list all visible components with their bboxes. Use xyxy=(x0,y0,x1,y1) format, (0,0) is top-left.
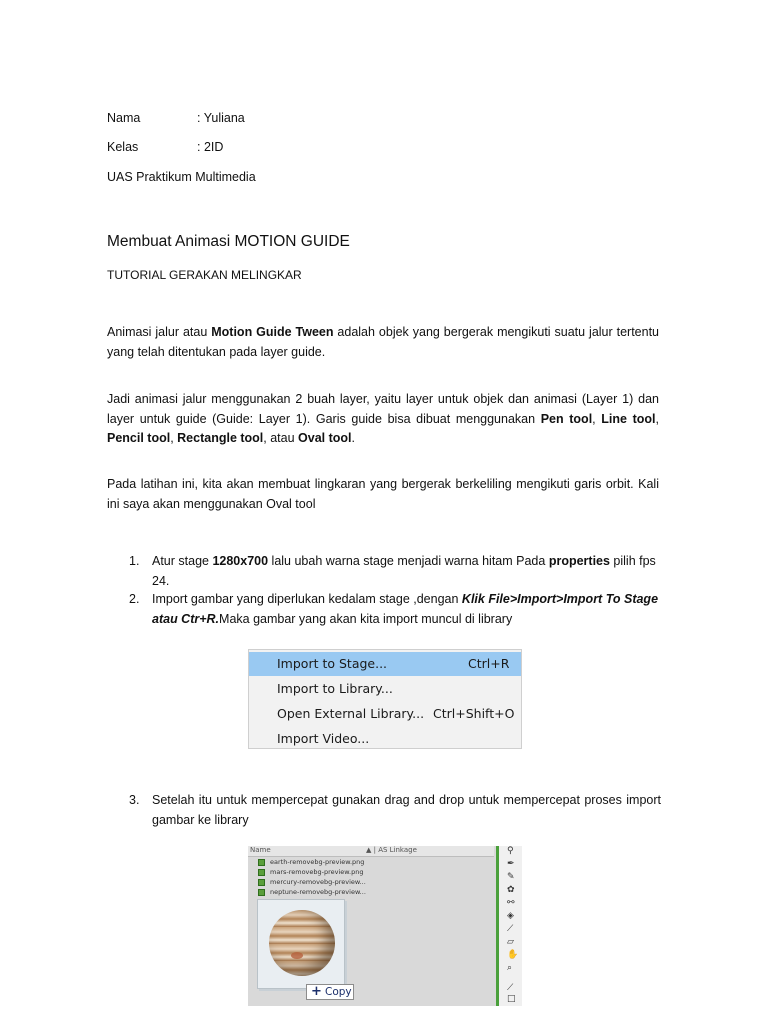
menu-item-label: Open External Library... xyxy=(277,706,425,721)
bitmap-icon xyxy=(258,879,265,886)
eyedropper-icon[interactable]: ⟋ xyxy=(507,924,514,934)
menu-item-label: Import to Stage... xyxy=(277,656,388,671)
step-1-text xyxy=(152,552,662,591)
text-run: , xyxy=(592,411,602,426)
page-title: Membuat Animasi MOTION GUIDE xyxy=(107,233,350,250)
text-run: Animasi jalur atau xyxy=(107,325,212,339)
text-run: , atau xyxy=(263,431,299,445)
bold-run: Pencil tool xyxy=(107,431,171,445)
text-run: , xyxy=(170,431,178,445)
bold-run: Motion Guide Tween xyxy=(211,325,334,339)
bold-run: Rectangle tool xyxy=(177,431,264,445)
bold-run: Oval tool xyxy=(298,431,352,445)
bitmap-icon xyxy=(258,869,265,876)
text-run: pilih fps 24. xyxy=(152,554,656,588)
text-run: lalu ubah warna stage menjadi warna hitam Pada xyxy=(268,554,549,568)
bold-run: properties xyxy=(548,554,610,568)
text-run: Jadi animasi jalur menggunakan 2 buah layer, yaitu layer untuk objek dan animasi (Layer 1) dan layer untuk guide (Guide: Layer 1). Garis guide bisa dibuat menggunakan xyxy=(107,392,659,426)
bitmap-icon xyxy=(258,859,265,866)
step-2-text xyxy=(152,590,662,629)
library-header xyxy=(248,846,494,857)
import-menu-screenshot xyxy=(248,649,522,749)
tools-panel xyxy=(499,846,522,1006)
course-title: UAS Praktikum Multimedia xyxy=(107,170,256,184)
class-value: : 2ID xyxy=(197,140,224,154)
step-3-text: Setelah itu untuk mempercepat gunakan drag and drop untuk mempercepat proses import gambar ke library xyxy=(152,793,661,827)
step-number: 1. xyxy=(129,554,140,568)
hand-tool-icon[interactable]: ✋ xyxy=(507,950,519,960)
stroke-color-icon[interactable]: ⟋ xyxy=(507,983,514,993)
paint-bucket-icon[interactable]: ◈ xyxy=(507,911,514,921)
bitmap-icon xyxy=(258,889,265,896)
paragraph-oval: Pada latihan ini, kita akan membuat lingkaran yang bergerak berkeliling mengikuti garis orbit. Kali ini saya akan menggunakan Oval tool xyxy=(107,477,659,511)
deco-tool-icon[interactable]: ✿ xyxy=(507,885,515,895)
text-run: adalah objek yang bergerak mengikuti suatu jalur tertentu yang telah ditentukan pada layer guide. xyxy=(107,325,659,359)
copy-label: Copy xyxy=(325,986,352,998)
text-run: . xyxy=(351,431,355,445)
great-red-spot xyxy=(291,952,303,959)
name-label: Nama xyxy=(107,111,141,125)
step-number: 3. xyxy=(129,793,140,807)
menu-item-label: Import to Library... xyxy=(277,681,393,696)
plus-icon: + xyxy=(311,984,322,999)
menu-item-import-to-library[interactable] xyxy=(249,677,521,701)
name-value: : Yuliana xyxy=(197,111,245,125)
drag-preview-image[interactable] xyxy=(257,899,345,989)
zoom-tool-icon[interactable]: ⌕ xyxy=(507,963,513,973)
library-panel-screenshot xyxy=(248,846,522,1006)
lasso-tool-icon[interactable]: ⚲ xyxy=(507,846,514,856)
bold-run: Line tool xyxy=(601,411,656,426)
library-column-linkage: ▲ | AS Linkage xyxy=(366,846,417,854)
class-label: Kelas xyxy=(107,140,139,154)
menu-item-label: Import Video... xyxy=(277,731,370,746)
text-run: Maka gambar yang akan kita import muncul di library xyxy=(219,611,513,626)
brush-tool-icon[interactable]: ✎ xyxy=(507,872,515,882)
bone-tool-icon[interactable]: ⚯ xyxy=(507,898,515,908)
menu-item-shortcut: Ctrl+Shift+O xyxy=(433,706,515,721)
eraser-icon[interactable]: ▱ xyxy=(507,937,514,947)
library-item-name: earth-removebg-preview.png xyxy=(270,858,365,866)
bold-run: 1280x700 xyxy=(212,554,269,568)
fill-color-icon[interactable]: □ xyxy=(507,994,516,1004)
bold-italic-run: Klik File>Import>Import To Stage atau Ctr+R. xyxy=(152,592,659,626)
text-run: , xyxy=(655,411,659,426)
step-number: 2. xyxy=(129,592,140,606)
library-item-name: mars-removebg-preview.png xyxy=(270,868,364,876)
menu-item-shortcut: Ctrl+R xyxy=(468,656,510,671)
text-run: Import gambar yang diperlukan kedalam stage ,dengan xyxy=(152,592,462,606)
copy-tooltip xyxy=(306,984,354,1000)
menu-item-import-to-stage[interactable] xyxy=(249,652,521,676)
paragraph-intro xyxy=(107,323,659,362)
pen-tool-icon[interactable]: ✒ xyxy=(507,859,515,869)
menu-item-import-video[interactable] xyxy=(249,727,521,751)
library-column-name: Name xyxy=(250,846,271,854)
library-item-name: neptune-removebg-preview... xyxy=(270,888,366,896)
menu-item-open-external-library[interactable] xyxy=(249,702,521,726)
library-item-name: mercury-removebg-preview... xyxy=(270,878,366,886)
bold-run: Pen tool xyxy=(540,411,593,426)
text-run: Atur stage xyxy=(152,554,213,568)
page-subtitle: TUTORIAL GERAKAN MELINGKAR xyxy=(107,268,302,282)
jupiter-image xyxy=(269,910,335,976)
paragraph-layers xyxy=(107,390,659,449)
